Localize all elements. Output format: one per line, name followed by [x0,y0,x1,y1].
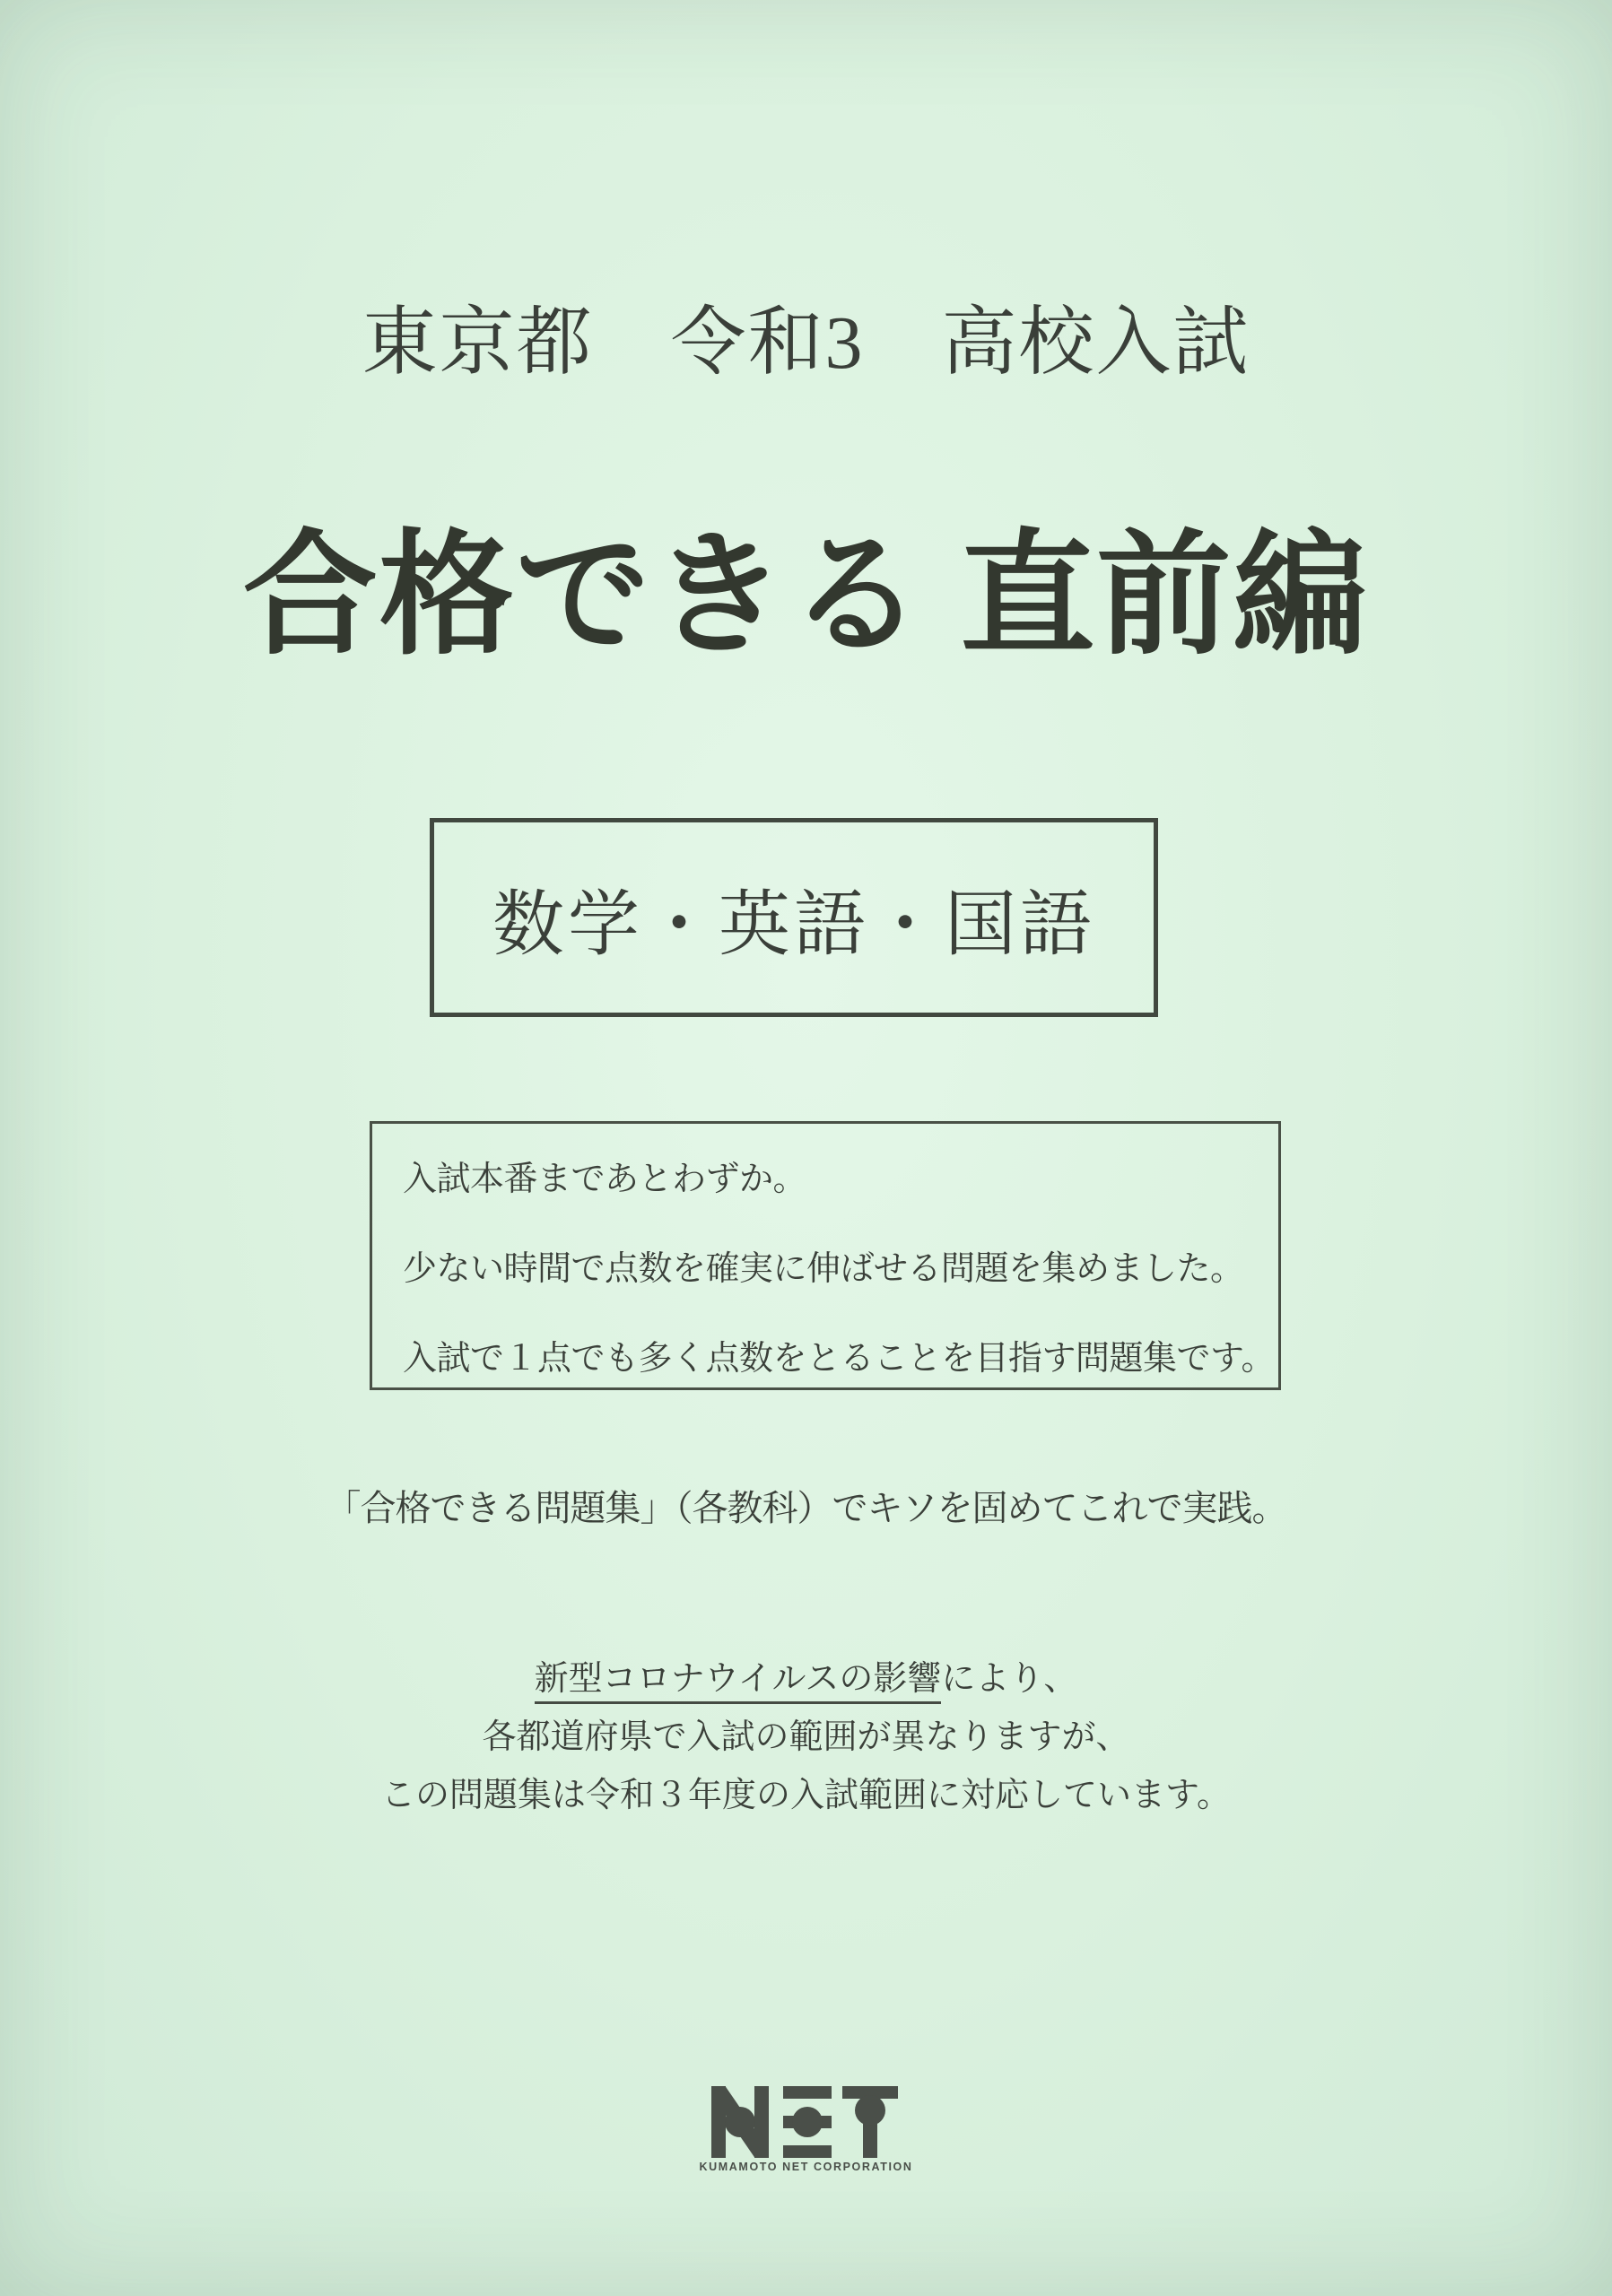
covid-note-line2: 各都道府県で入試の範囲が異なりますが、 [482,1718,1130,1756]
subjects-box [430,818,1158,1017]
covid-note-line3: この問題集は令和３年度の入試範囲に対応しています。 [381,1777,1231,1814]
covid-note [0,1650,1612,1825]
header-region-line: 東京都 令和3 高校入試 [362,301,1250,385]
covid-note-line1-rest: により、 [941,1660,1078,1698]
description-line: 入試本番まであとわずか。 [403,1161,807,1198]
publisher-name: KUMAMOTO NET CORPORATION [699,2161,913,2173]
description-line: 入試で１点でも多く点数をとることを目指す問題集です。 [403,1340,1275,1378]
description-box [370,1121,1281,1390]
book-title: 合格できる 直前編 [242,522,1370,671]
description-line: 少ない時間で点数を確実に伸ばせる問題を集めました。 [403,1250,1244,1288]
net-logo-icon [711,2086,902,2158]
subjects-label: 数学・英語・国語 [492,885,1095,965]
publisher-logo [0,2086,1612,2173]
covid-note-line1 [0,1650,1612,1709]
practice-note: 「合格できる問題集」（各教科）でキソを固めてこれで実践。 [325,1488,1287,1528]
covid-note-underlined-text: 新型コロナウイルスの影響 [535,1660,942,1704]
